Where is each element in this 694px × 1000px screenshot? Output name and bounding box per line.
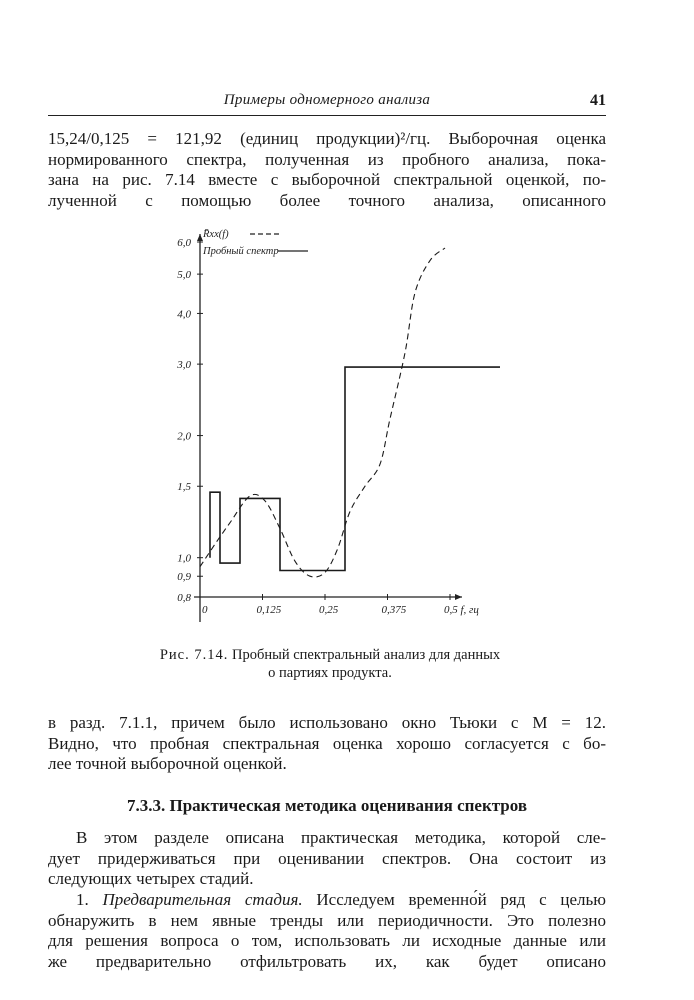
y-tick-label: 4,0 xyxy=(177,308,191,321)
paragraph-3 xyxy=(48,828,606,890)
text-line: в разд. 7.1.1, причем было использовано окно Тьюки с M = 12. xyxy=(48,713,606,732)
figure-caption xyxy=(110,646,550,682)
x-tick-label: 0 xyxy=(202,604,208,616)
y-tick-label: 1,5 xyxy=(177,481,191,494)
text-line: нормированного спектра, полученная из пробного анализа, пока- xyxy=(48,149,606,169)
section-heading: 7.3.3. Практическая методика оценивания спектров xyxy=(126,796,528,815)
text-line: обнаружить в нем явные тренды или периодичности. Это полезно xyxy=(48,910,606,930)
legend-label: Пробный спектр xyxy=(203,246,279,257)
y-tick-label: 1,0 xyxy=(177,552,191,565)
text-line xyxy=(48,890,606,911)
x-tick-label: 0,5 f, гц xyxy=(444,604,479,616)
header-rule xyxy=(48,115,606,116)
legend-label: R̄xx(f) xyxy=(203,229,229,240)
y-tick-label: 2,0 xyxy=(177,430,191,443)
text-line: же предварительно отфильтровать их, как будет описано xyxy=(48,951,606,971)
y-tick-label: 0,8 xyxy=(177,592,191,604)
text-line: для решения вопроса о том, использовать ли исходные данные или xyxy=(48,931,606,950)
paragraph-1 xyxy=(48,129,606,211)
text-line: лученной с помощью более точного анализа, описанного xyxy=(48,190,606,210)
y-tick-label: 6,0 xyxy=(177,237,191,249)
chart-ticks xyxy=(176,237,479,616)
figure-7-14 xyxy=(160,222,500,632)
text-fragment: Исследуем временно́й ряд с целью xyxy=(302,890,606,909)
y-tick-label: 0,9 xyxy=(177,571,191,584)
text-line: Видно, что пробная спектральная оценка хорошо согласуется с бо- xyxy=(48,733,606,753)
spectrum-chart xyxy=(160,222,500,632)
chart-legend xyxy=(202,228,308,257)
y-tick-label: 3,0 xyxy=(177,359,191,372)
series-line-rxx xyxy=(200,248,445,577)
x-tick-label: 0,375 xyxy=(381,604,407,616)
running-title: Примеры одномерного анализа xyxy=(223,92,431,108)
text-line: 15,24/0,125 = 121,92 (единиц продукции)²/гц. Выборочная оценка xyxy=(48,129,606,148)
caption-line-2: о партиях продукта. xyxy=(268,665,392,681)
series-line-trial-spectrum xyxy=(210,367,500,570)
caption-line-1: Пробный спектральный анализ для данных xyxy=(232,647,501,663)
x-axis-arrow xyxy=(455,594,462,600)
paragraph-2 xyxy=(48,713,606,775)
chart-series xyxy=(200,248,500,577)
x-tick-label: 0,25 xyxy=(319,604,339,616)
list-number: 1. xyxy=(76,890,89,909)
running-head xyxy=(48,92,606,114)
x-tick-label: 0,125 xyxy=(256,604,282,616)
y-tick-label: 5,0 xyxy=(177,269,191,282)
text-line: лее точной выборочной оценкой. xyxy=(48,754,287,773)
paragraph-4 xyxy=(48,890,606,972)
text-line: В этом разделе описана практическая методика, которой сле- xyxy=(76,828,606,847)
text-line: дует придерживаться при оценивании спектров. Она состоит из xyxy=(48,848,606,868)
text-line: зана на рис. 7.14 вместе с выборочной спектральной оценкой, по- xyxy=(48,170,606,189)
page-number: 41 xyxy=(590,92,606,109)
caption-label: Рис. 7.14. xyxy=(159,647,229,663)
text-line: следующих четырех стадий. xyxy=(48,869,254,888)
stage-title: Предварительная стадия. xyxy=(102,890,303,909)
